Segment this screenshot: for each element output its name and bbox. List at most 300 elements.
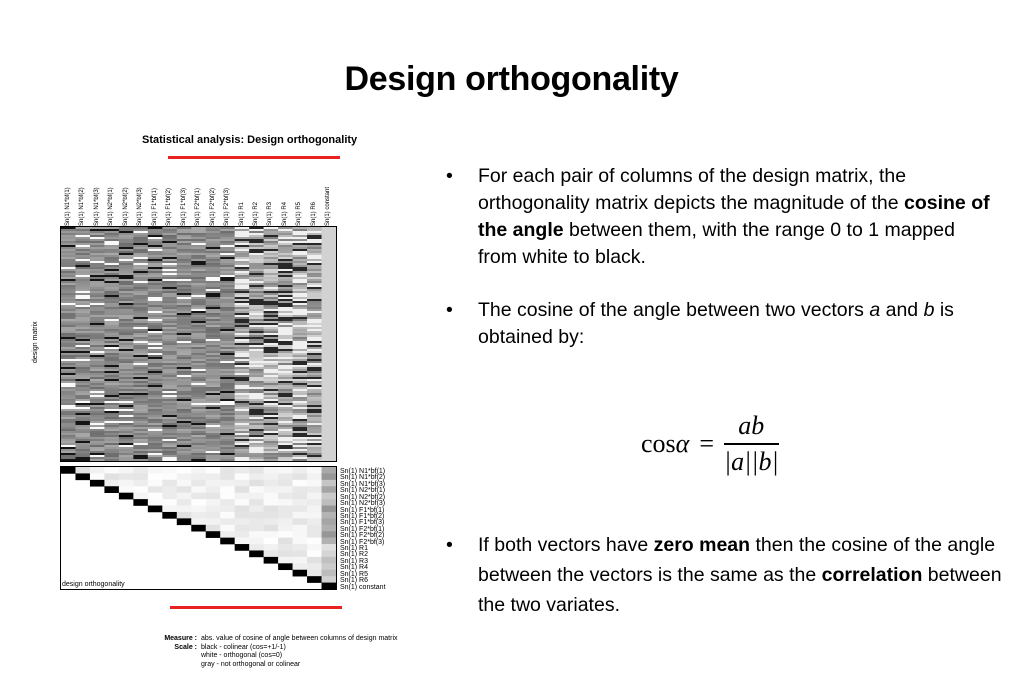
orthogonality-cell — [293, 557, 308, 564]
design-matrix-cell — [191, 327, 206, 329]
design-matrix-cell — [293, 353, 308, 355]
design-matrix-cell — [293, 367, 308, 369]
orthogonality-cell — [307, 493, 322, 500]
design-matrix-cell — [249, 397, 264, 399]
design-matrix-cell — [322, 257, 336, 259]
design-matrix-cell — [249, 365, 264, 367]
orthogonality-cell — [119, 480, 134, 487]
design-matrix-cell — [307, 405, 322, 407]
bullet-3-bold2: correlation — [821, 564, 923, 586]
design-matrix-cell — [278, 403, 293, 405]
design-matrix-cell — [264, 305, 279, 307]
design-matrix-cell — [293, 395, 308, 397]
design-matrix-cell — [162, 341, 177, 343]
design-matrix-cell — [104, 393, 119, 395]
design-matrix-cell — [322, 371, 336, 373]
design-matrix-cell — [177, 373, 192, 375]
design-matrix-cell — [278, 283, 293, 285]
design-matrix-cell — [220, 257, 235, 259]
orthogonality-cell — [249, 467, 264, 474]
design-matrix-cell — [249, 245, 264, 247]
design-matrix-cell — [249, 259, 264, 261]
design-matrix-cell — [307, 311, 322, 313]
design-matrix-cell — [148, 237, 163, 239]
design-matrix-cell — [264, 411, 279, 413]
design-matrix-cell — [104, 427, 119, 429]
design-matrix-cell — [293, 383, 308, 385]
orthogonality-cell — [278, 512, 293, 519]
design-matrix-cell — [133, 311, 148, 313]
design-matrix-cell — [177, 245, 192, 247]
design-matrix-cell — [148, 373, 163, 375]
design-matrix-cell — [264, 293, 279, 295]
orthogonality-cell — [235, 518, 250, 525]
design-matrix-cell — [293, 321, 308, 323]
design-matrix-cell — [148, 315, 163, 317]
design-matrix-cell — [148, 395, 163, 397]
orthogonality-cell — [90, 473, 105, 480]
design-matrix-cell — [75, 385, 90, 387]
design-matrix-cell — [61, 337, 76, 339]
design-matrix-cell — [278, 241, 293, 243]
orthogonality-cell — [220, 486, 235, 493]
design-matrix-cell — [278, 321, 293, 323]
design-matrix-cell — [162, 333, 177, 335]
design-matrix-cell — [119, 457, 134, 459]
design-matrix-cell — [75, 365, 90, 367]
design-matrix-cell — [177, 449, 192, 451]
design-matrix-cell — [293, 281, 308, 283]
design-matrix-cell — [249, 273, 264, 275]
design-matrix-cell — [249, 345, 264, 347]
design-matrix-cell — [278, 327, 293, 329]
design-matrix-cell — [220, 297, 235, 299]
design-matrix-cell — [249, 441, 264, 443]
design-matrix-cell — [162, 439, 177, 441]
design-matrix-cell — [322, 395, 336, 397]
design-matrix-cell — [307, 267, 322, 269]
design-matrix-cell — [133, 355, 148, 357]
orthogonality-cell — [307, 486, 322, 493]
orthogonality-cell — [162, 506, 177, 513]
design-matrix-cell — [264, 233, 279, 235]
design-matrix-cell — [133, 325, 148, 327]
design-matrix-cell — [90, 347, 105, 349]
design-matrix-cell — [119, 245, 134, 247]
design-matrix-cell — [104, 265, 119, 267]
design-matrix-cell — [206, 299, 221, 301]
design-matrix-cell — [75, 305, 90, 307]
design-matrix-cell — [307, 445, 322, 447]
design-matrix-cell — [104, 357, 119, 359]
design-matrix-cell — [133, 227, 148, 229]
design-matrix-cell — [177, 237, 192, 239]
design-matrix-cell — [90, 307, 105, 309]
design-matrix-cell — [148, 385, 163, 387]
design-matrix-cell — [191, 427, 206, 429]
design-matrix-cell — [133, 239, 148, 241]
legend-row — [135, 644, 398, 653]
design-matrix-cell — [293, 343, 308, 345]
design-matrix-cell — [75, 289, 90, 291]
design-matrix-cell — [104, 321, 119, 323]
design-matrix-cell — [278, 453, 293, 455]
design-matrix-cell — [220, 443, 235, 445]
design-matrix-cell — [75, 449, 90, 451]
design-matrix-cell — [249, 457, 264, 459]
design-matrix-cell — [191, 363, 206, 365]
design-matrix-cell — [293, 229, 308, 231]
design-matrix-cell — [148, 439, 163, 441]
design-matrix-cell — [264, 357, 279, 359]
design-matrix-cell — [177, 287, 192, 289]
design-matrix-cell — [293, 379, 308, 381]
design-matrix-cell — [148, 381, 163, 383]
design-matrix-cell — [104, 289, 119, 291]
design-matrix-cell — [119, 443, 134, 445]
design-matrix-cell — [90, 319, 105, 321]
design-matrix-cell — [191, 293, 206, 295]
design-matrix-cell — [75, 331, 90, 333]
design-matrix-cell — [90, 357, 105, 359]
design-matrix-cell — [220, 319, 235, 321]
design-matrix-cell — [119, 433, 134, 435]
design-matrix-cell — [90, 435, 105, 437]
design-matrix-cell — [206, 443, 221, 445]
design-matrix-cell — [148, 369, 163, 371]
design-matrix-cell — [220, 389, 235, 391]
design-matrix-cell — [322, 281, 336, 283]
orthogonality-cell — [278, 550, 293, 557]
design-matrix-cell — [104, 459, 119, 461]
design-matrix-cell — [278, 265, 293, 267]
design-matrix-cell — [162, 317, 177, 319]
design-matrix-cell — [75, 309, 90, 311]
design-matrix-cell — [104, 441, 119, 443]
orthogonality-cell — [133, 473, 148, 480]
design-matrix-cell — [322, 385, 336, 387]
design-matrix-cell — [293, 423, 308, 425]
design-matrix-cell — [249, 293, 264, 295]
orthogonality-cell — [220, 467, 235, 474]
design-matrix-cell — [278, 305, 293, 307]
design-matrix-cell — [293, 429, 308, 431]
design-matrix-cell — [162, 435, 177, 437]
design-matrix-cell — [162, 379, 177, 381]
design-matrix-cell — [278, 449, 293, 451]
design-matrix-cell — [75, 427, 90, 429]
design-matrix-cell — [235, 453, 250, 455]
design-matrix-cell — [177, 361, 192, 363]
design-matrix-cell — [119, 365, 134, 367]
design-matrix-cell — [249, 395, 264, 397]
design-matrix-cell — [90, 423, 105, 425]
design-matrix-cell — [148, 263, 163, 265]
design-matrix-cell — [61, 257, 76, 259]
design-matrix-cell — [206, 397, 221, 399]
design-matrix-cell — [119, 339, 134, 341]
design-matrix-cell — [206, 323, 221, 325]
formula-numerator: ab — [738, 411, 765, 440]
design-matrix-cell — [148, 325, 163, 327]
design-matrix-cell — [162, 445, 177, 447]
design-matrix-cell — [104, 345, 119, 347]
design-matrix-cell — [104, 293, 119, 295]
design-matrix-cell — [191, 365, 206, 367]
design-matrix-cell — [133, 351, 148, 353]
legend-key — [135, 661, 201, 670]
design-matrix-cell — [191, 393, 206, 395]
design-matrix-cell — [235, 263, 250, 265]
design-matrix-cell — [220, 357, 235, 359]
design-matrix-cell — [75, 393, 90, 395]
design-matrix-cell — [104, 381, 119, 383]
design-matrix-cell — [220, 439, 235, 441]
design-matrix-cell — [220, 289, 235, 291]
design-matrix-cell — [162, 309, 177, 311]
row-label: Sn(1) R6 — [340, 577, 369, 585]
design-matrix-cell — [307, 281, 322, 283]
design-matrix-cell — [75, 251, 90, 253]
design-matrix-cell — [90, 289, 105, 291]
design-matrix-cell — [90, 457, 105, 459]
design-matrix-cell — [235, 457, 250, 459]
design-matrix-cell — [191, 379, 206, 381]
design-matrix-cell — [191, 277, 206, 279]
design-matrix-cell — [104, 431, 119, 433]
design-matrix-cell — [293, 439, 308, 441]
design-matrix-cell — [104, 343, 119, 345]
design-matrix-cell — [119, 351, 134, 353]
design-matrix-cell — [162, 367, 177, 369]
design-matrix-cell — [293, 313, 308, 315]
design-matrix-cell — [119, 287, 134, 289]
design-matrix-cell — [61, 287, 76, 289]
design-matrix-cell — [307, 319, 322, 321]
design-matrix-cell — [133, 307, 148, 309]
column-label: Sn(1) F2*bf(1) — [195, 187, 202, 226]
design-matrix-cell — [133, 299, 148, 301]
design-matrix-cell — [322, 271, 336, 273]
design-matrix-cell — [148, 337, 163, 339]
design-matrix-cell — [191, 353, 206, 355]
design-matrix-cell — [162, 261, 177, 263]
design-matrix-cell — [307, 337, 322, 339]
design-matrix-cell — [206, 237, 221, 239]
legend-row — [135, 661, 398, 670]
orthogonality-cell — [307, 512, 322, 519]
design-matrix-cell — [235, 437, 250, 439]
design-matrix-cell — [220, 405, 235, 407]
design-matrix-cell — [278, 237, 293, 239]
design-matrix-cell — [148, 259, 163, 261]
design-matrix-cell — [162, 259, 177, 261]
design-matrix-cell — [278, 351, 293, 353]
design-matrix-cell — [148, 321, 163, 323]
design-matrix-cell — [119, 425, 134, 427]
legend-value: abs. value of cosine of angle between columns of design matrix — [201, 635, 398, 642]
design-matrix-cell — [148, 303, 163, 305]
design-matrix-cell — [293, 325, 308, 327]
design-matrix-cell — [293, 233, 308, 235]
orthogonality-cell — [293, 531, 308, 538]
design-matrix-cell — [191, 341, 206, 343]
design-matrix-cell — [220, 335, 235, 337]
design-matrix-cell — [90, 383, 105, 385]
design-matrix-cell — [162, 381, 177, 383]
design-matrix-cell — [322, 375, 336, 377]
orthogonality-cell — [249, 525, 264, 532]
row-label: Sn(1) F2*bf(1) — [340, 525, 385, 533]
design-matrix-cell — [177, 325, 192, 327]
design-matrix-cell — [322, 419, 336, 421]
design-matrix-cell — [148, 389, 163, 391]
design-matrix-cell — [264, 353, 279, 355]
design-matrix-cell — [206, 235, 221, 237]
design-matrix-cell — [104, 251, 119, 253]
design-matrix-cell — [119, 435, 134, 437]
design-matrix-cell — [235, 379, 250, 381]
design-matrix-cell — [104, 349, 119, 351]
orthogonality-cell — [278, 506, 293, 513]
design-matrix-cell — [220, 373, 235, 375]
design-matrix-cell — [235, 401, 250, 403]
design-matrix-cell — [119, 291, 134, 293]
design-matrix-cell — [61, 297, 76, 299]
orthogonality-cell — [75, 467, 90, 474]
design-matrix-cell — [293, 347, 308, 349]
design-matrix-cell — [206, 427, 221, 429]
design-matrix-cell — [206, 243, 221, 245]
design-matrix-cell — [177, 259, 192, 261]
design-matrix-cell — [191, 229, 206, 231]
design-matrix-cell — [264, 345, 279, 347]
design-matrix-cell — [206, 319, 221, 321]
design-matrix-cell — [75, 445, 90, 447]
design-matrix-cell — [133, 309, 148, 311]
design-matrix-cell — [133, 383, 148, 385]
design-matrix-cell — [162, 457, 177, 459]
design-matrix-cell — [162, 403, 177, 405]
design-matrix-cell — [148, 231, 163, 233]
design-matrix-cell — [307, 233, 322, 235]
design-matrix-cell — [307, 389, 322, 391]
design-matrix-cell — [293, 419, 308, 421]
design-matrix-cell — [104, 303, 119, 305]
design-matrix-cell — [119, 437, 134, 439]
orthogonality-cell — [322, 570, 336, 577]
design-matrix-cell — [104, 429, 119, 431]
column-label: Sn(1) N1*bf(3) — [93, 187, 100, 226]
design-matrix-cell — [220, 233, 235, 235]
design-matrix-cell — [278, 447, 293, 449]
design-matrix-cell — [249, 399, 264, 401]
design-matrix-cell — [264, 369, 279, 371]
design-matrix-cell — [90, 309, 105, 311]
design-matrix-cell — [235, 233, 250, 235]
design-matrix-cell — [75, 341, 90, 343]
design-matrix-cell — [148, 437, 163, 439]
design-matrix-cell — [293, 285, 308, 287]
design-matrix-cell — [235, 375, 250, 377]
design-matrix-cell — [148, 383, 163, 385]
design-matrix-cell — [307, 257, 322, 259]
design-matrix-cell — [264, 323, 279, 325]
design-matrix-cell — [119, 295, 134, 297]
design-matrix-cell — [264, 379, 279, 381]
design-matrix-cell — [133, 433, 148, 435]
design-matrix-cell — [264, 241, 279, 243]
design-matrix-cell — [220, 415, 235, 417]
design-matrix-cell — [322, 437, 336, 439]
orthogonality-cell — [220, 499, 235, 506]
design-matrix-cell — [119, 323, 134, 325]
design-matrix-cell — [90, 403, 105, 405]
design-matrix-cell — [220, 259, 235, 261]
design-matrix-cell — [104, 237, 119, 239]
design-matrix-cell — [104, 391, 119, 393]
orthogonality-cell — [307, 499, 322, 506]
design-matrix-cell — [119, 403, 134, 405]
design-matrix-cell — [206, 435, 221, 437]
design-matrix-cell — [206, 437, 221, 439]
design-matrix-cell — [264, 381, 279, 383]
design-matrix-cell — [307, 309, 322, 311]
design-matrix-cell — [90, 409, 105, 411]
orthogonality-cell — [162, 512, 177, 519]
design-matrix-cell — [264, 393, 279, 395]
design-matrix-cell — [90, 235, 105, 237]
orthogonality-cell — [235, 486, 250, 493]
design-matrix-cell — [249, 391, 264, 393]
design-matrix-cell — [119, 257, 134, 259]
design-matrix-cell — [220, 309, 235, 311]
design-matrix-cell — [307, 249, 322, 251]
design-matrix-cell — [293, 345, 308, 347]
orthogonality-cell — [75, 473, 90, 480]
design-matrix-cell — [220, 459, 235, 461]
design-matrix-cell — [133, 389, 148, 391]
design-matrix-cell — [133, 457, 148, 459]
design-matrix-cell — [75, 311, 90, 313]
design-matrix-cell — [307, 447, 322, 449]
design-matrix-cell — [191, 375, 206, 377]
design-matrix-axis-label: design matrix — [32, 321, 39, 363]
design-matrix-cell — [220, 301, 235, 303]
design-matrix-cell — [133, 375, 148, 377]
design-matrix-cell — [235, 231, 250, 233]
design-matrix-cell — [133, 281, 148, 283]
design-matrix-cell — [75, 337, 90, 339]
design-matrix-cell — [307, 291, 322, 293]
design-matrix-cell — [148, 423, 163, 425]
design-matrix-cell — [322, 413, 336, 415]
formula-alpha: α — [675, 428, 690, 458]
column-label: Sn(1) R5 — [296, 201, 303, 226]
design-matrix-cell — [177, 455, 192, 457]
design-matrix-cell — [177, 441, 192, 443]
design-matrix-cell — [104, 371, 119, 373]
design-matrix-cell — [235, 373, 250, 375]
design-matrix-cell — [162, 305, 177, 307]
design-matrix-cell — [61, 291, 76, 293]
design-matrix-cell — [278, 269, 293, 271]
design-matrix-cell — [61, 351, 76, 353]
design-matrix-cell — [278, 339, 293, 341]
design-matrix-cell — [278, 255, 293, 257]
design-matrix-cell — [61, 335, 76, 337]
design-matrix-cell — [264, 441, 279, 443]
